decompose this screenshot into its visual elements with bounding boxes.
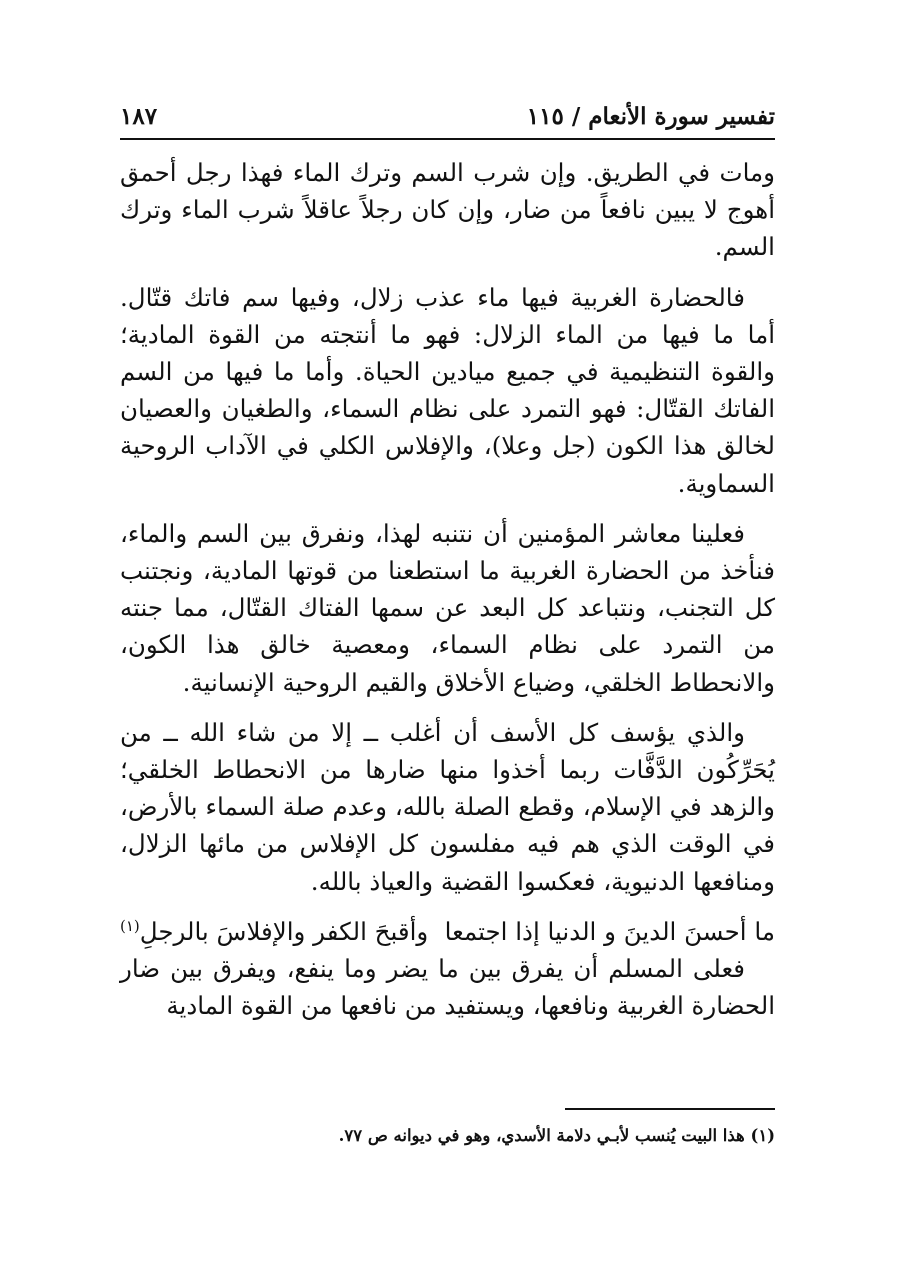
page-number: ١٨٧ [120, 103, 158, 130]
verse-first-hemistich: ما أحسنَ الدينَ و الدنيا إذا اجتمعا [444, 916, 775, 946]
body-text [120, 154, 775, 1024]
book-page [120, 100, 775, 1024]
footnote-rule [565, 1108, 775, 1110]
paragraph-4: والذي يؤسف كل الأسف أن أغلب ــ إلا من شاء الله ــ من يُحَرِّكُون الدَّفَّات ربما أخذوا منها ضارها من الانحطاط الخلقي؛ والزهد في الإسلام، وقطع الصلة بالله، وعدم صلة السماء بالأرض، في الوقت الذي هم فيه مفلسون كل الإفلاس من مائها الزلال، ومنافعها الدنيوية، فعكسوا القضية والعياذ بالله. [120, 717, 775, 896]
verse-second-hemistich-wrap [120, 913, 428, 950]
poetry-verse [120, 913, 775, 950]
running-title: تفسير سورة الأنعام / ١١٥ [526, 103, 775, 130]
footnote-text: (١) هذا البيت يُنسب لأبـي دلامة الأسدي، وهو في ديوانه ص ٧٧. [338, 1126, 775, 1145]
paragraph-2: فالحضارة الغربية فيها ماء عذب زلال، وفيها سم فاتك قتّال. أما ما فيها من الماء الزلال: فهو ما أنتجته من القوة المادية؛ والقوة التنظيمية في جميع ميادين الحياة. وأما ما فيها من السم الفاتك القتّال: فهو التمرد على نظام السماء، والطغيان والعصيان لخالق هذا الكون (جل وعلا)، والإفلاس الكلي في الآداب الروحية السماوية. [120, 282, 775, 498]
verse-second-hemistich: وأقبحَ الكفر والإفلاسَ بالرجلِ [139, 916, 429, 946]
footnote-marker[interactable]: (١) [120, 916, 140, 935]
footnote-area [120, 1108, 775, 1148]
paragraph-3: فعلينا معاشر المؤمنين أن نتنبه لهذا، ونفرق بين السم والماء، فنأخذ من الحضارة الغربية ما استطعنا من قوتها المادية، ونجتنب كل التجنب، ونتباعد كل البعد عن سمها الفتاك القتّال، مما جنته من التمرد على نظام السماء، ومعصية خالق هذا الكون، والانحطاط الخلقي، وضياع الأخلاق والقيم الروحية الإنسانية. [120, 518, 775, 697]
paragraph-1: ومات في الطريق. وإن شرب السم وترك الماء فهذا رجل أحمق أهوج لا يبين نافعاً من ضار، وإن كان رجلاً عاقلاً شرب الماء وترك السم. [120, 158, 775, 262]
running-header [120, 100, 775, 134]
header-rule [120, 138, 775, 140]
paragraph-5: فعلى المسلم أن يفرق بين ما يضر وما ينفع، ويفرق بين ضار الحضارة الغربية ونافعها، ويستفيد من نافعها من القوة المادية [120, 954, 775, 1021]
